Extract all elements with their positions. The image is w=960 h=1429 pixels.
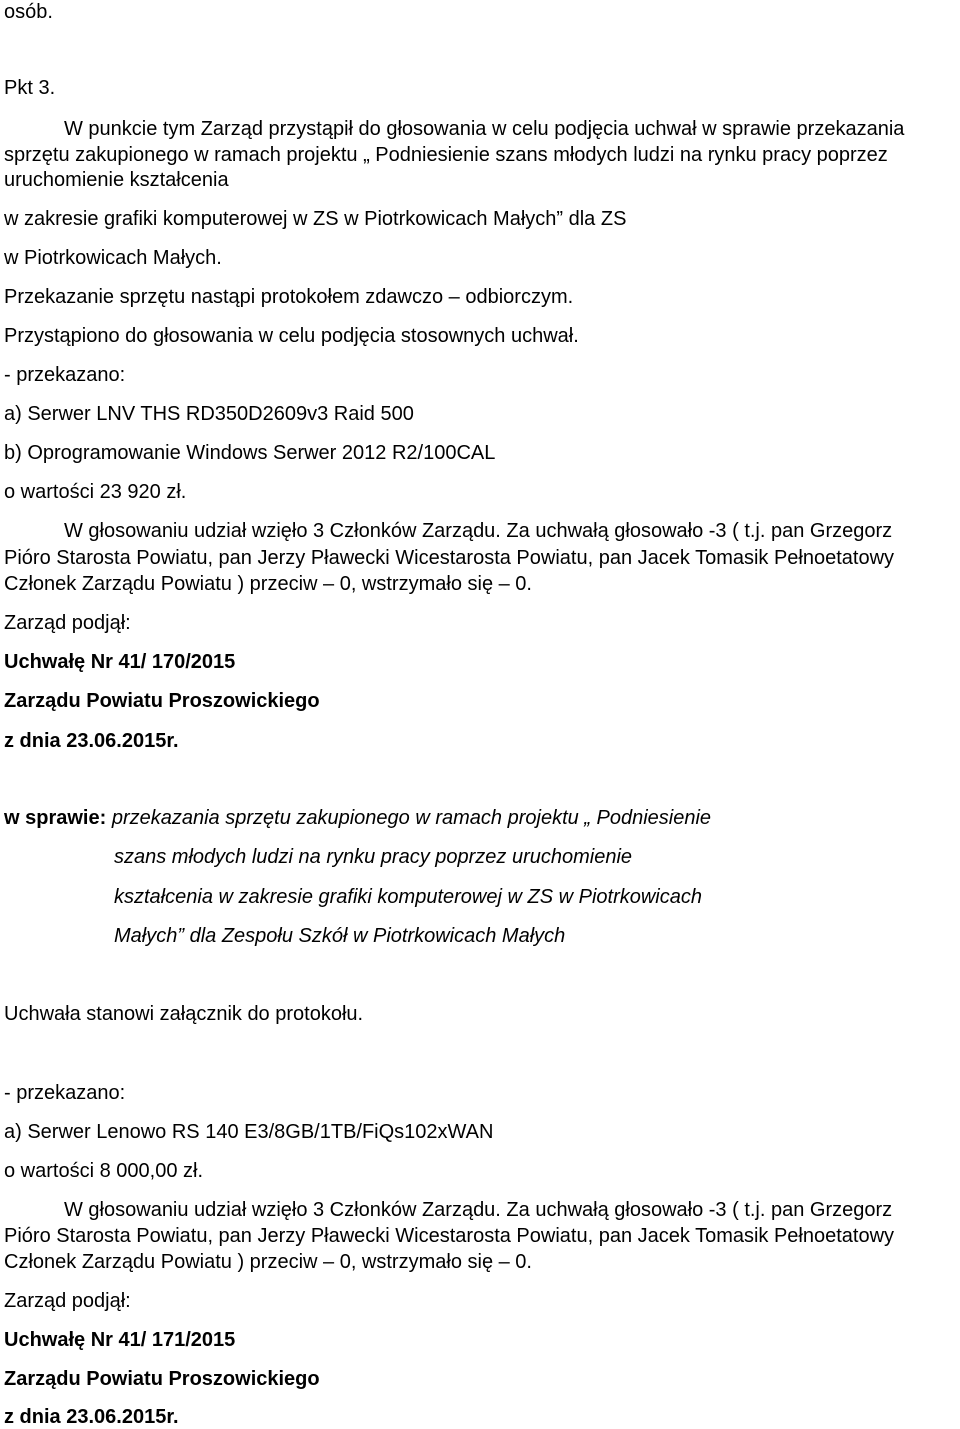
paragraph-line [64,117,904,141]
subject-label: w sprawie: [4,807,107,829]
vote-text: W głosowaniu udział wzięło 3 Członków Zarządu. Za uchwałą głosowało -3 ( t.j. pan Grzegorz [64,520,893,542]
vote-line: Członek Zarządu Powiatu ) przeciw – 0, wstrzymało się – 0. [4,1251,532,1273]
subject-line: szans młodych ludzi na rynku pracy poprzez uruchomienie [114,846,633,868]
transfer-label: - przekazano: [4,1082,126,1104]
vote-line [4,1224,894,1248]
paragraph-line: uruchomienie kształcenia [4,169,229,191]
paragraph-line: Przystąpiono do głosowania w celu podjęcia stosownych uchwał. [4,325,579,347]
transfer-value: o wartości 23 920 zł. [4,481,187,503]
paragraph-text: W punkcie tym Zarząd przystąpił do głosowania w celu podjęcia uchwał w sprawie przekazania [64,118,905,140]
vote-line: Członek Zarządu Powiatu ) przeciw – 0, wstrzymało się – 0. [4,573,532,595]
paragraph-line: w zakresie grafiki komputerowej w ZS w Piotrkowicach Małych” dla ZS [4,208,627,230]
resolution-board: Zarządu Powiatu Proszowickiego [4,1368,320,1390]
vote-line [4,546,894,570]
transfer-label: - przekazano: [4,364,126,386]
resolution-date: z dnia 23.06.2015r. [4,730,179,752]
decision-label: Zarząd podjął: [4,612,131,634]
transfer-item: b) Oprogramowanie Windows Serwer 2012 R2/100CAL [4,442,496,464]
vote-text: W głosowaniu udział wzięło 3 Członków Zarządu. Za uchwałą głosowało -3 ( t.j. pan Grzegorz [64,1199,893,1221]
paragraph-line [4,143,888,167]
transfer-item: a) Serwer Lenowo RS 140 E3/8GB/1TB/FiQs102xWAN [4,1121,494,1143]
resolution-number: Uchwałę Nr 41/ 170/2015 [4,651,236,673]
subject-line: Małych” dla Zespołu Szkół w Piotrkowicach Małych [114,925,566,947]
vote-text: Pióro Starosta Powiatu, pan Jerzy Pławecki Wicestarosta Powiatu, pan Jacek Tomasik Pełnoetatowy [4,547,895,569]
vote-line [64,1198,892,1222]
decision-label: Zarząd podjął: [4,1290,131,1312]
subject-line [4,806,711,830]
paragraph-line: w Piotrkowicach Małych. [4,247,222,269]
top-fragment: osób. [4,1,53,23]
subject-line: kształcenia w zakresie grafiki komputerowej w ZS w Piotrkowicach [114,886,702,908]
transfer-item: a) Serwer LNV THS RD350D2609v3 Raid 500 [4,403,414,425]
resolution-number: Uchwałę Nr 41/ 171/2015 [4,1329,236,1351]
resolution-board: Zarządu Powiatu Proszowickiego [4,690,320,712]
resolution-date: z dnia 23.06.2015r. [4,1406,179,1428]
attachment-note: Uchwała stanowi załącznik do protokołu. [4,1003,364,1025]
section-title: Pkt 3. [4,77,56,99]
transfer-value: o wartości 8 000,00 zł. [4,1160,203,1182]
paragraph-text: sprzętu zakupionego w ramach projektu „ Podniesienie szans młodych ludzi na rynku pracy poprzez [4,144,888,166]
paragraph-line: Przekazanie sprzętu nastąpi protokołem zdawczo – odbiorczym. [4,286,574,308]
subject-text: przekazania sprzętu zakupionego w ramach projektu „ Podniesienie [111,807,712,829]
vote-text: Pióro Starosta Powiatu, pan Jerzy Pławecki Wicestarosta Powiatu, pan Jacek Tomasik Pełnoetatowy [4,1225,895,1247]
vote-line [64,519,892,543]
